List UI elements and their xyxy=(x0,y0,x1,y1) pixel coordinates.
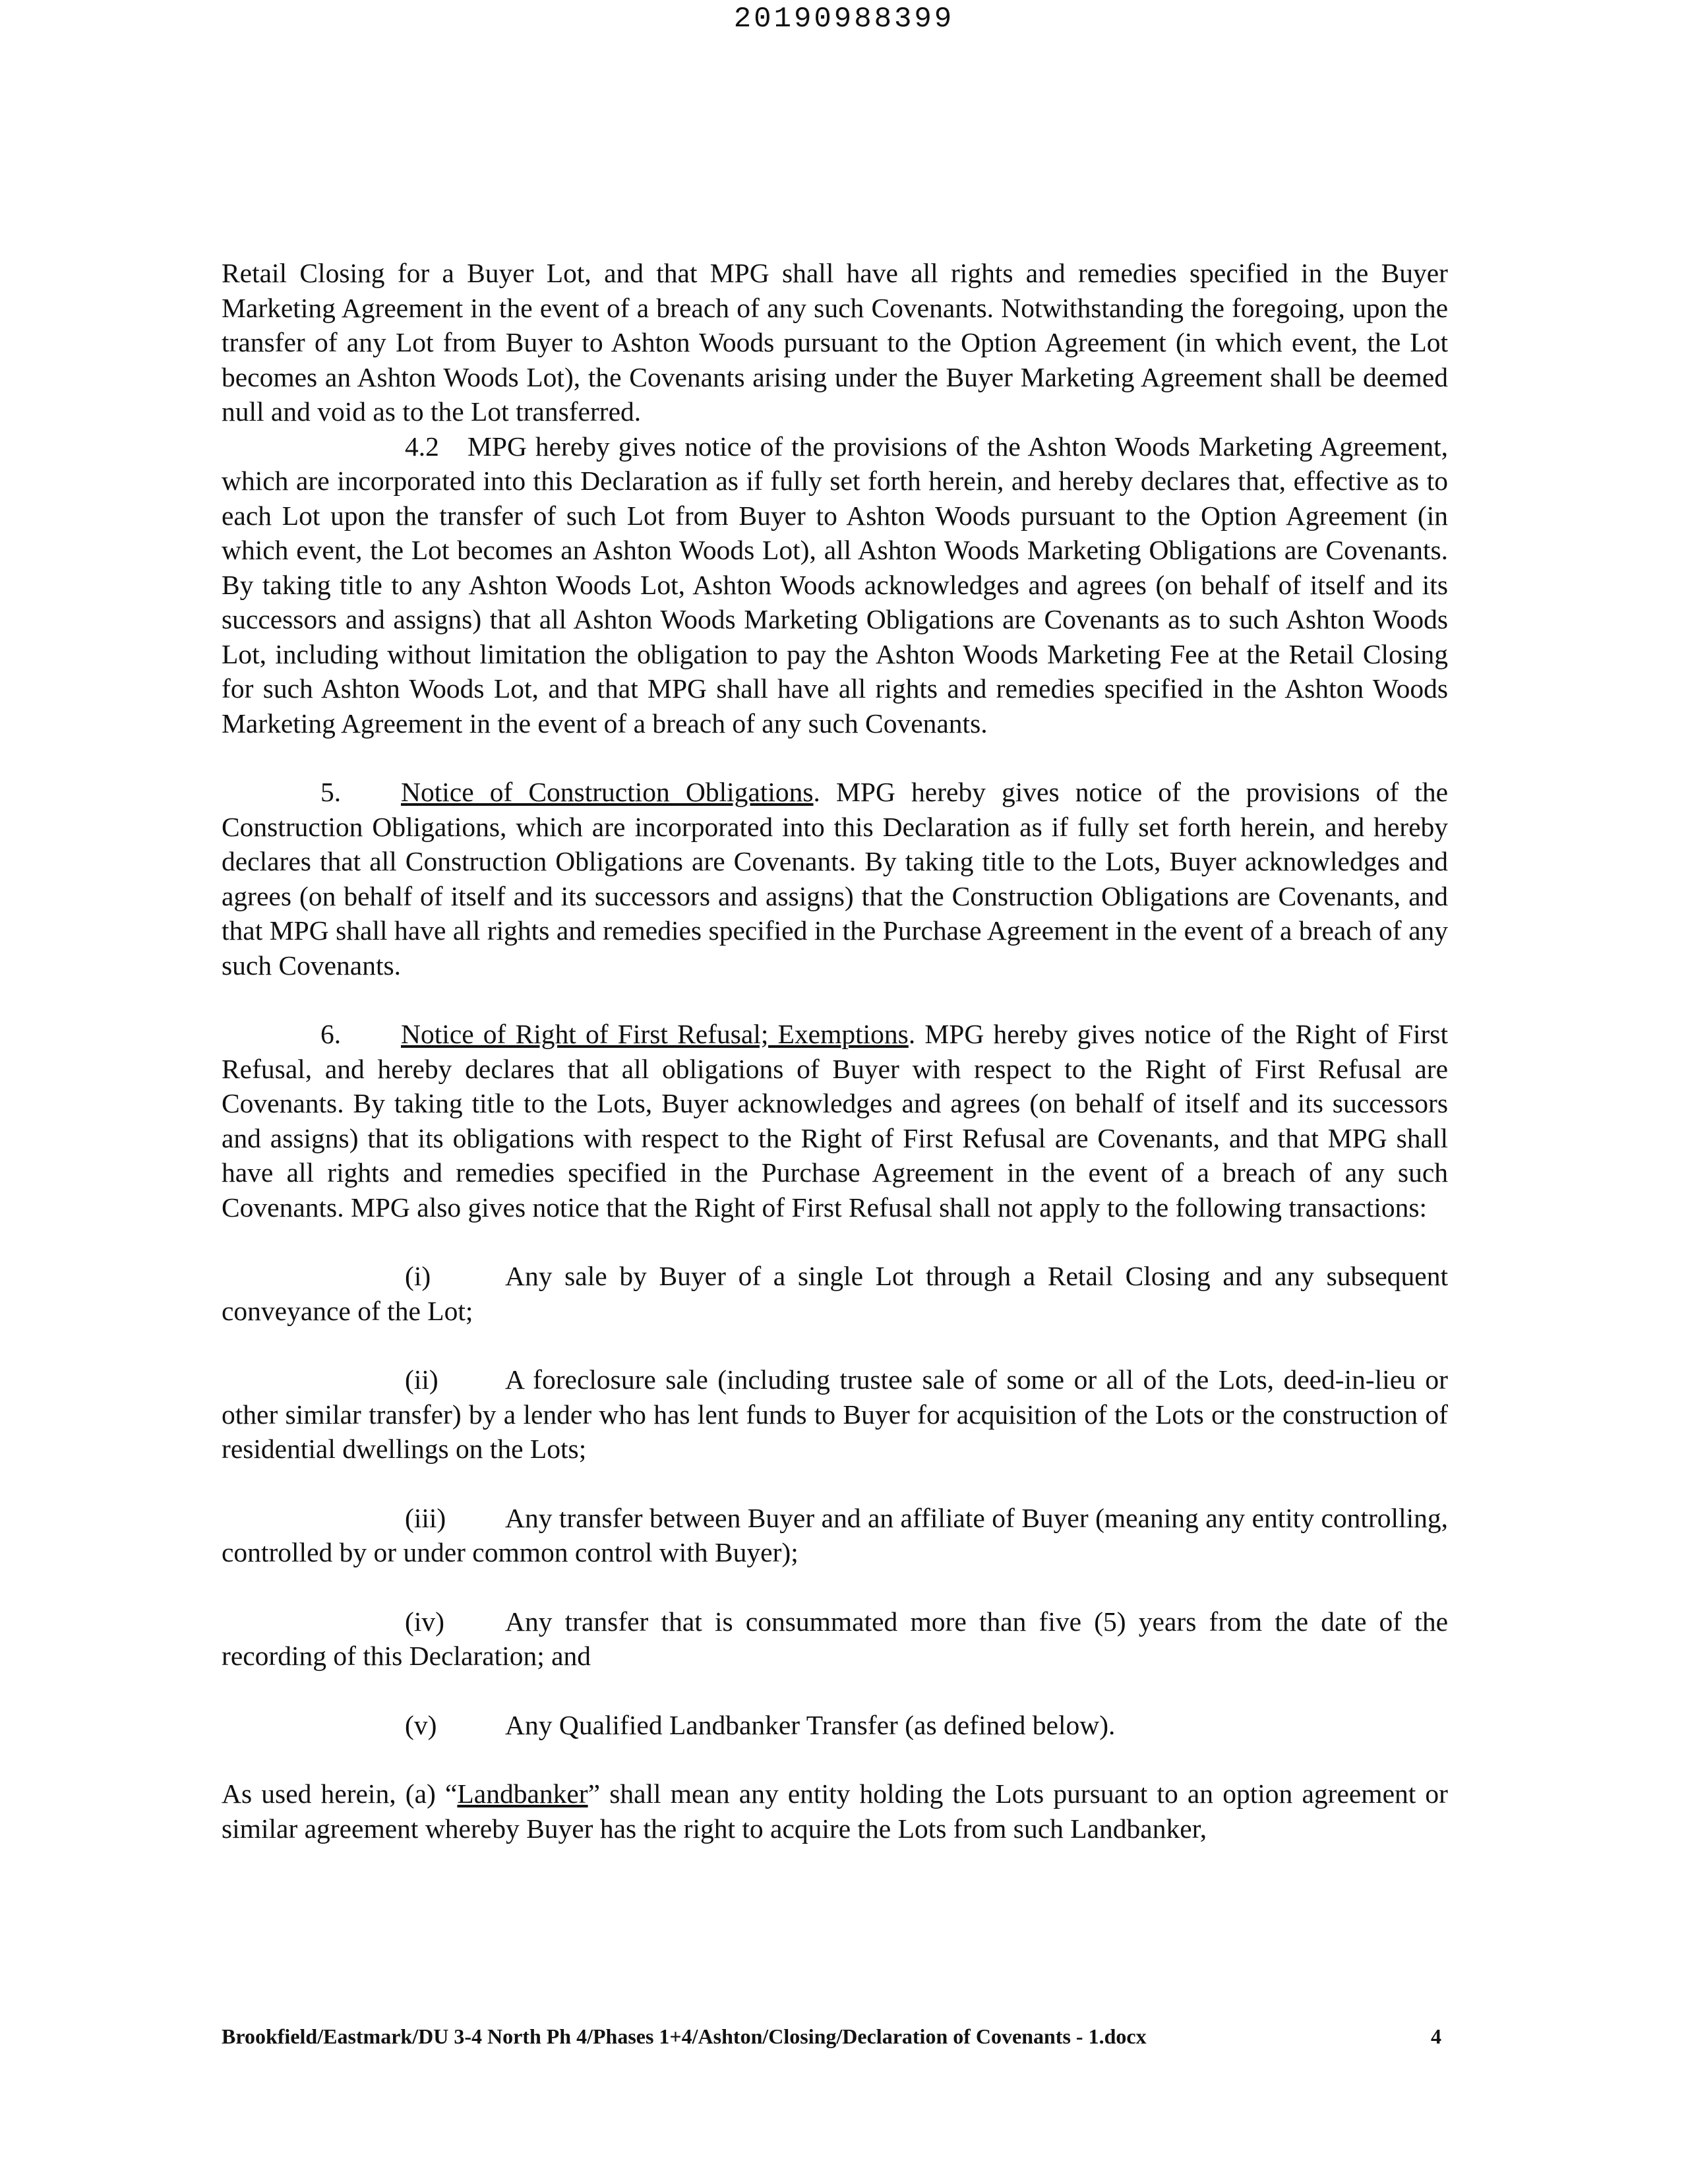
item-text: Any transfer that is consummated more than five (5) years from the date of the recording of this Declaration; and xyxy=(222,1606,1448,1671)
list-item xyxy=(222,1604,1448,1674)
item-text: Any Qualified Landbanker Transfer (as defined below). xyxy=(505,1709,1116,1740)
list-item xyxy=(222,1259,1448,1328)
section-6 xyxy=(222,1017,1448,1225)
section-text: . MPG hereby gives notice of the Right of First Refusal, and hereby declares that all obligations of Buyer with respect to the Right of First Refusal are Covenants. By taking title to the Lots, Buyer acknowledges and agrees (on behalf of itself and its successors and assigns) that its obligations with respect to the Right of First Refusal are Covenants, and that MPG shall have all rights and remedies specified in the Purchase Agreement in the event of a breach of any such Covenants. MPG also gives notice that the Right of First Refusal shall not apply to the following transactions: xyxy=(222,1019,1448,1223)
list-item xyxy=(222,1708,1448,1743)
defined-term: Landbanker xyxy=(457,1778,588,1809)
page-number: 4 xyxy=(1431,2024,1441,2048)
section-number: 6. xyxy=(320,1019,342,1049)
list-item xyxy=(222,1362,1448,1467)
item-text: Any sale by Buyer of a single Lot through a Retail Closing and any subsequent conveyance of the Lot; xyxy=(222,1261,1448,1326)
item-text: A foreclosure sale (including trustee sale of some or all of the Lots, deed-in-lieu or other similar transfer) by a lender who has lent funds to Buyer for acquisition of the Lots or the construction of residential dwellings on the Lots; xyxy=(222,1364,1448,1464)
section-5 xyxy=(222,775,1448,983)
item-text: Any transfer between Buyer and an affiliate of Buyer (meaning any entity controlling, controlled by or under common control with Buyer); xyxy=(222,1502,1448,1567)
item-number: (iii) xyxy=(405,1502,446,1533)
recording-number: 20190988399 xyxy=(733,3,955,36)
footer-file-path: Brookfield/Eastmark/DU 3-4 North Ph 4/Phases 1+4/Ashton/Closing/Declaration of Covenants - 1.docx xyxy=(222,2024,1147,2048)
document-body xyxy=(222,256,1448,1846)
section-number: 5. xyxy=(320,777,342,807)
definition-paragraph xyxy=(222,1776,1448,1846)
section-4-2 xyxy=(222,429,1448,741)
section-text: MPG hereby gives notice of the provisions of the Ashton Woods Marketing Agreement, which are incorporated into this Declaration as if fully set forth herein, and hereby declares that, effective as to each Lot upon the transfer of such Lot from Buyer to Ashton Woods pursuant to the Option Agreement (in which event, the Lot becomes an Ashton Woods Lot), all Ashton Woods Marketing Obligations are Covenants. By taking title to any Ashton Woods Lot, Ashton Woods acknowledges and agrees (on behalf of itself and its successors and assigns) that all Ashton Woods Marketing Obligations are Covenants as to such Ashton Woods Lot, including without limitation the obligation to pay the Ashton Woods Marketing Fee at the Retail Closing for such Ashton Woods Lot, and that MPG shall have all rights and remedies specified in the Ashton Woods Marketing Agreement in the event of a breach of any such Covenants. xyxy=(222,431,1448,739)
list-item xyxy=(222,1501,1448,1570)
definition-intro: As used herein, (a) “ xyxy=(222,1778,458,1809)
section-number: 4.2 xyxy=(405,431,439,462)
section-heading: Notice of Construction Obligations xyxy=(401,777,814,807)
section-text: . MPG hereby gives notice of the provisions of the Construction Obligations, which are incorporated into this Declaration as if fully set forth herein, and hereby declares that all Construction Obligations are Covenants. By taking title to the Lots, Buyer acknowledges and agrees (on behalf of itself and its successors and assigns) that the Construction Obligations are Covenants, and that MPG shall have all rights and remedies specified in the Purchase Agreement in the event of a breach of any such Covenants. xyxy=(222,777,1449,981)
item-number: (v) xyxy=(405,1709,437,1740)
item-number: (ii) xyxy=(405,1364,438,1395)
item-number: (iv) xyxy=(405,1606,444,1637)
item-number: (i) xyxy=(405,1261,431,1291)
definition-text: ” shall mean any entity holding the Lots pursuant to an option agreement or similar agreement whereby Buyer has the right to acquire the Lots from such Landbanker, xyxy=(222,1778,1449,1844)
section-heading: Notice of Right of First Refusal; Exemptions xyxy=(401,1019,909,1049)
paragraph-continuation: Retail Closing for a Buyer Lot, and that MPG shall have all rights and remedies specified in the Buyer Marketing Agreement in the event of a breach of any such Covenants. Notwithstanding the foregoing, upon the transfer of any Lot from Buyer to Ashton Woods pursuant to the Option Agreement (in which event, the Lot becomes an Ashton Woods Lot), the Covenants arising under the Buyer Marketing Agreement shall be deemed null and void as to the Lot transferred. xyxy=(222,258,1448,427)
